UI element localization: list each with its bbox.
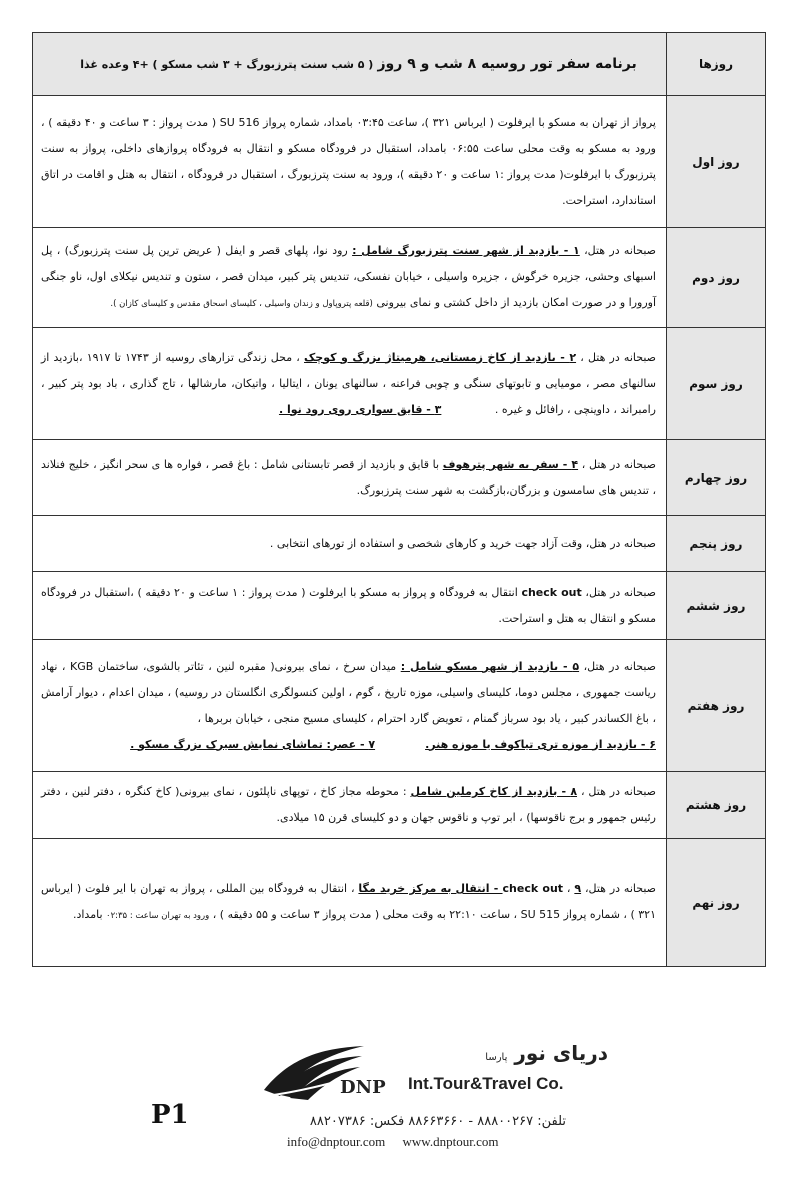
day-label: روز هفتم: [667, 640, 766, 772]
contact-phones: تلفن: ۸۸۸۰۰۲۶۷ - ۸۸۶۶۳۶۶۰ فکس: ۸۸۲۰۷۳۸۶: [309, 1114, 566, 1129]
checkout-label: check out: [521, 585, 582, 599]
day-row-6: [33, 572, 766, 640]
website-link[interactable]: www.dnptour.com: [402, 1134, 499, 1149]
brand-short-name: DNP: [340, 1077, 386, 1098]
day-text-mid: ،: [563, 882, 575, 895]
day-row-2: [33, 228, 766, 328]
checkout-label: check out: [502, 882, 564, 895]
day-text-pre: صبحانه در هتل ،: [576, 350, 657, 364]
itinerary-table: [32, 32, 766, 967]
tour-item-2: ۶ - بازدید از موزه تری تیاکوف یا موزه هنر.: [425, 737, 656, 751]
day-row-1: [33, 96, 766, 228]
day-note: (قلعه پتروپاول و زندان واسیلی ، کلیسای اسحاق مقدس و کلیسای کازان ).: [110, 299, 373, 309]
day-text-end: بامداد.: [72, 908, 106, 921]
tour-title: برنامه سفر تور روسیه ۸ شب و ۹ روز: [377, 56, 637, 72]
day-text-post: انتقال به فرودگاه و پرواز به مسکو با ایرفلوت ( مدت پرواز : ۱ ساعت و ۲۰ دقیقه ) ،استقبال در فرودگاه مسکو و انتقال به هتل و استراحت.: [41, 585, 656, 625]
page-number: P1: [151, 1100, 189, 1130]
day-label: روز چهارم: [667, 440, 766, 516]
day-description: [33, 516, 667, 572]
day-label: روز پنجم: [667, 516, 766, 572]
day-description: [33, 328, 667, 440]
day-text-pre: صبحانه در هتل ،: [577, 785, 656, 798]
brand-name-en: Int.Tour&Travel Co.: [408, 1074, 564, 1093]
brand-name-fa: [408, 1041, 608, 1065]
day-row-7: [33, 640, 766, 772]
day-row-8: [33, 772, 766, 839]
tour-item: ۲ - بازدید از کاخ زمستانی، هرمیتاژ بزرگ و کوچک: [304, 350, 577, 364]
tour-item-2: ۳ - قایق سواری روی رود نوا .: [278, 402, 442, 416]
day-text-post: ، محل زندگی تزارهای روسیه از ۱۷۴۳ تا ۱۹۱۷ ،بازدید از سالنهای مصر ، مومیایی و تابوتهای سنگی و چوبی فراعنه ، سالنهای یونان ، ایتالیا ، واتیکان، مارشالها ، تاج گذاری ، باد بود پتر کبیر ، رامبراند ، داوینچی ، رافائل و غیره .: [41, 350, 656, 416]
tour-subtitle: ( ۵ شب سنت پترزبورگ + ۳ شب مسکو ) +۴ وعده غذا: [80, 58, 374, 71]
day-description: [33, 96, 667, 228]
day-description: [33, 572, 667, 640]
table-header-row: [33, 33, 766, 96]
day-description: [33, 440, 667, 516]
day-text-pre: صبحانه در هتل،: [579, 244, 657, 257]
brand-name-fa-main: دریای نور: [514, 1041, 608, 1065]
tour-item-3: ۷ - عصر: تماشای نمایش سیرک بزرگ مسکو .: [130, 737, 376, 751]
email-link[interactable]: info@dnptour.com: [287, 1134, 386, 1149]
day-label: روز هشتم: [667, 772, 766, 839]
day-description: [33, 640, 667, 772]
day-text-post: ، انتقال به فرودگاه بین المللی ، پرواز به تهران با ایر فلوت ( ایرباس ۳۲۱ ) ، شماره پرواز SU 515 ، ساعت ۲۲:۱۰ به وقت محلی ( مدت پرواز ۳ ساعت و ۵۵ دقیقه ) ،: [41, 882, 656, 921]
day-text-pre: صبحانه در هتل ،: [578, 457, 657, 471]
day-text: پرواز از تهران به مسکو با ایرفلوت ( ایرباس ۳۲۱ )، ساعت ۰۳:۴۵ بامداد، شماره پرواز SU 516 ( مدت پرواز : ۳ ساعت و ۴۰ دقیقه ) ، ورود به مسکو به وقت محلی ساعت ۰۶:۵۵ بامداد، استقبال در فرودگاه مسکو و انتقال به فرودگاه پروازهای داخلی، پرواز به سنت پترزبورگ با ایرفلوت( مدت پرواز :۱ ساعت و ۲۰ دقیقه )، ورود به سنت پترزبورگ ، استقبال در فرودگاه ، انتقال به هتل و اقامت در اتاق استاندارد، استراحت.: [41, 115, 656, 207]
tour-item: ۴ - سفر به شهر پترهوف: [442, 457, 579, 471]
day-text-pre: صبحانه در هتل،: [579, 659, 656, 673]
brand-name-fa-sub: پارسا: [485, 1052, 508, 1063]
day-text-post: میدان سرخ ، نمای بیرونی( مقبره لنین ، تئاتر بالشوی، ساختمان KGB ، نهاد ریاست جمهوری ، مجلس دوما، کلیسای واسیلی، موزه تاریخ ، گوم ، اولین کنسولگری انگلستان در روسیه) ، میدان اعدام ، دیوار آرامش ، باغ الکساندر کبیر ، یاد بود سرباز گمنام ، تعویض گارد احترام ، کلیسای مسیح منجی ، خیابان بربرها ،: [41, 659, 656, 725]
day-description: [33, 839, 667, 967]
day-row-9: [33, 839, 766, 967]
day-label: روز نهم: [667, 839, 766, 967]
day-text-post: با قایق و بازدید از قصر تابستانی شامل : باغ قصر ، فواره ها ی سحر انگیز ، خلیج فنلاند ، تندیس های سامسون و بزرگان،بازگشت به شهر سنت پترزبورگ.: [41, 457, 656, 497]
day-description: [33, 228, 667, 328]
day-text-pre: صبحانه در هتل،: [581, 882, 656, 895]
tour-item: ۹ - انتقال به مرکز خرید مگا: [358, 882, 582, 895]
days-column-header: روزها: [667, 33, 766, 96]
contact-web: [287, 1134, 498, 1150]
day-text-pre: صبحانه در هتل،: [581, 585, 657, 599]
day-note: ورود به تهران ساعت : ۰۲:۳۵: [106, 911, 210, 921]
tour-item: ۱ - بازدید از شهر سنت پترزبورگ شامل :: [352, 244, 580, 257]
day-row-3: [33, 328, 766, 440]
day-row-4: [33, 440, 766, 516]
day-text-post: رود نوا، پلهای قصر و ایفل ( عریض ترین پل سنت پترزبورگ) ، پل اسبهای وحشی، جزیره خرگوش ، جزیره واسیلی ، خیابان نفسکی، تندیس پتر کبیر، میدان قصر ، ستون و تندیس نیکلای اول، ناو جنگی آورورا و در صورت امکان بازدید از داخل کشتی و نمای بیرونی: [41, 244, 656, 309]
day-label: روز سوم: [667, 328, 766, 440]
tour-item: ۸ - بازدید از کاخ کرملین شامل: [410, 785, 578, 798]
itinerary-title-cell: [33, 33, 667, 96]
day-row-5: [33, 516, 766, 572]
day-text-post: : محوطه مجاز کاخ ، توپهای ناپلئون ، نمای بیرونی( کاخ کنگره ، دفتر لنین ، دفتر رئیس جمهور و برج ناقوسها) ، ابر توپ و ناقوس جهان و دو کلیسای قرن ۱۵ میلادی.: [41, 785, 656, 824]
day-label: روز ششم: [667, 572, 766, 640]
day-label: روز اول: [667, 96, 766, 228]
page-footer: [0, 1040, 800, 1182]
tour-item: ۵ - بازدید از شهر مسکو شامل :: [400, 659, 580, 673]
day-description: [33, 772, 667, 839]
day-label: روز دوم: [667, 228, 766, 328]
day-text: صبحانه در هتل، وقت آزاد جهت خرید و کارهای شخصی و استفاده از تورهای انتخابی .: [269, 536, 656, 550]
